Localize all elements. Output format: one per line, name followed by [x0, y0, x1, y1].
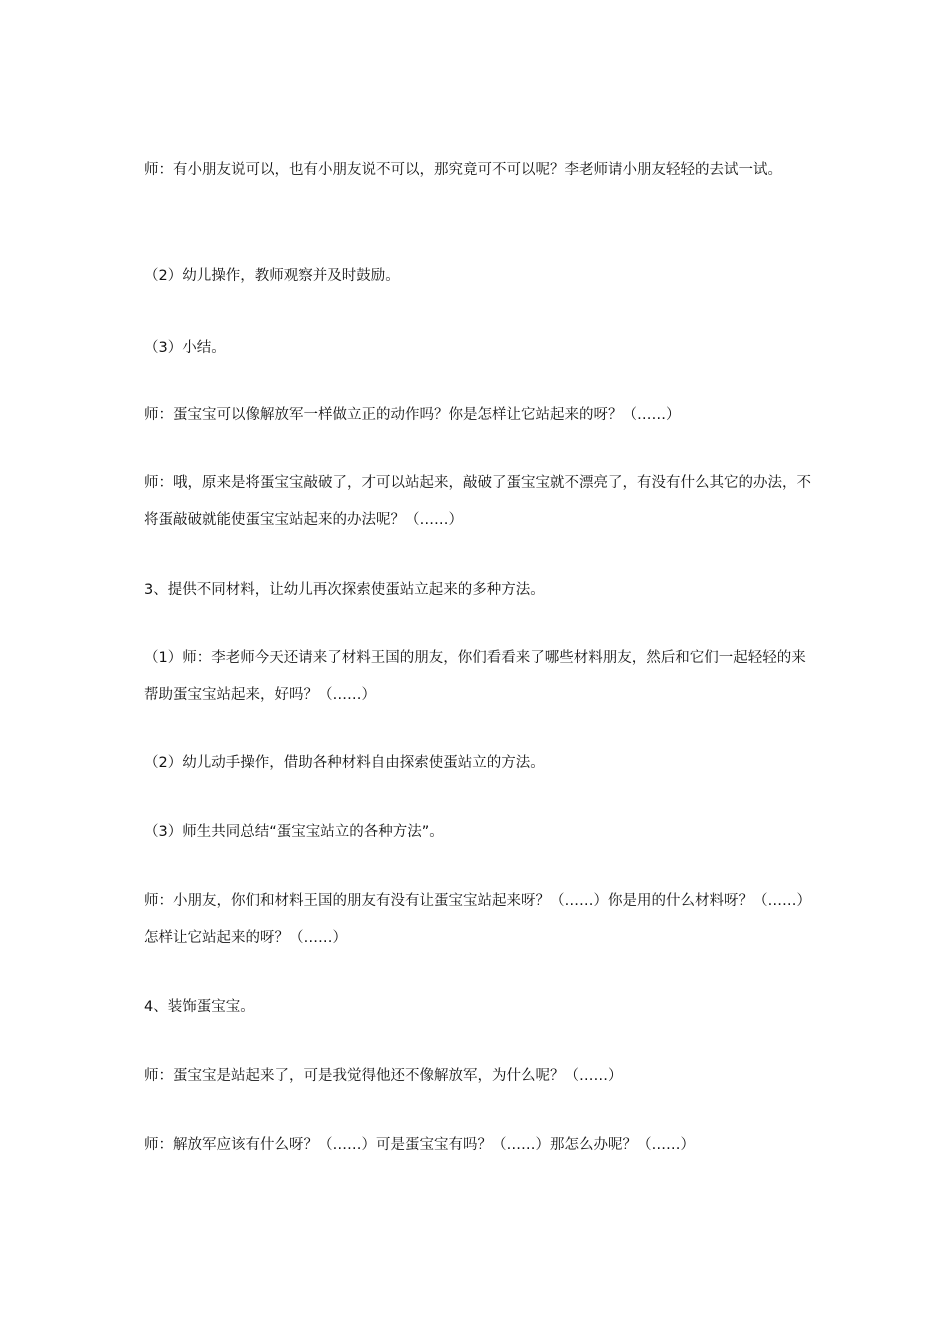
paragraph-teacher-other-way: 师：哦，原来是将蛋宝宝敲破了，才可以站起来，敲破了蛋宝宝就不漂亮了，有没有什么其它的办法，不将蛋敲破就能使蛋宝宝站起来的办法呢？（……）: [144, 475, 811, 528]
paragraph-materials-kingdom: （1）师：李老师今天还请来了材料王国的朋友，你们看看来了哪些材料朋友，然后和它们一起轻轻的来帮助蛋宝宝站起来，好吗？（……）: [144, 650, 806, 703]
heading-step-3: 3、提供不同材料，让幼儿再次探索使蛋站立起来的多种方法。: [144, 582, 545, 598]
paragraph-what-soldier-has: 师：解放军应该有什么呀？（……）可是蛋宝宝有吗？（……）那怎么办呢？（……）: [144, 1137, 695, 1153]
heading-step-4: 4、装饰蛋宝宝。: [144, 999, 255, 1015]
paragraph-not-like-soldier: 师：蛋宝宝是站起来了，可是我觉得他还不像解放军，为什么呢？（……）: [144, 1068, 623, 1084]
paragraph-summarize-methods: （3）师生共同总结“蛋宝宝站立的各种方法”。: [144, 824, 444, 840]
paragraph-hands-on: （2）幼儿动手操作，借助各种材料自由探索使蛋站立的方法。: [144, 755, 545, 771]
paragraph-teacher-try: 师：有小朋友说可以，也有小朋友说不可以，那究竟可不可以呢？李老师请小朋友轻轻的去试一试。: [144, 162, 782, 178]
paragraph-teacher-question: 师：蛋宝宝可以像解放军一样做立正的动作吗？你是怎样让它站起来的呀？（……）: [144, 407, 681, 423]
paragraph-summary: （3）小结。: [144, 340, 226, 356]
paragraph-child-operation: （2）幼儿操作，教师观察并及时鼓励。: [144, 268, 400, 284]
paragraph-teacher-materials-question: 师：小朋友，你们和材料王国的朋友有没有让蛋宝宝站起来呀？（……）你是用的什么材料呀？（……）怎样让它站起来的呀？（……）: [144, 893, 811, 946]
